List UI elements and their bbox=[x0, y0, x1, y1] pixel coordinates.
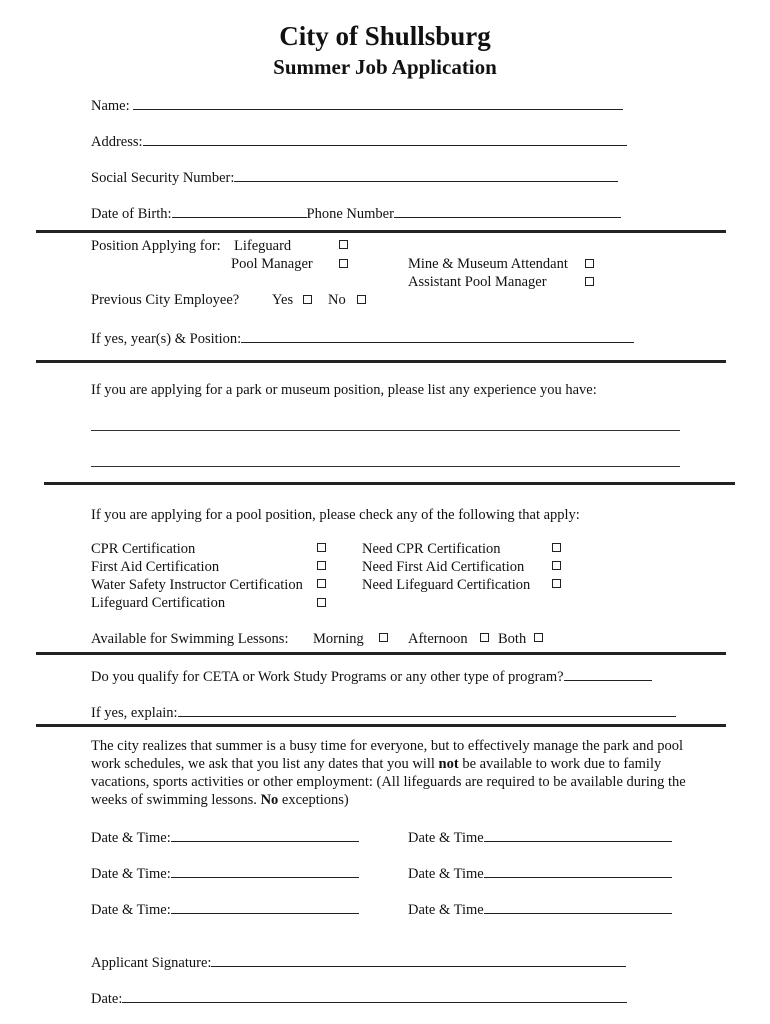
need-lifeguard-checkbox[interactable] bbox=[552, 579, 561, 588]
ceta-field[interactable] bbox=[564, 666, 652, 681]
ssn-label: Social Security Number: bbox=[91, 170, 235, 186]
address-label: Address: bbox=[91, 134, 143, 150]
dob-label: Date of Birth: bbox=[91, 206, 172, 222]
need-first-aid-label: Need First Aid Certification bbox=[362, 559, 525, 575]
date-time-field[interactable] bbox=[484, 827, 672, 842]
section-divider bbox=[36, 360, 726, 363]
date-time-right-2: Date & Time bbox=[408, 863, 672, 882]
previous-no-checkbox[interactable] bbox=[357, 295, 366, 304]
park-experience-line-2[interactable] bbox=[91, 466, 680, 467]
name-label: Name: bbox=[91, 98, 130, 114]
need-cpr-label: Need CPR Certification bbox=[362, 541, 501, 557]
date-time-left-3: Date & Time: bbox=[91, 899, 359, 918]
dob-row bbox=[91, 203, 621, 222]
signature-row bbox=[91, 952, 626, 971]
date-time-left-1: Date & Time: bbox=[91, 827, 359, 846]
date-label: Date: bbox=[91, 991, 123, 1007]
assistant-pool-manager-checkbox[interactable] bbox=[585, 277, 594, 286]
explain-row bbox=[91, 702, 676, 721]
pool-manager-label: Pool Manager bbox=[231, 256, 313, 272]
lifeguard-label: Lifeguard bbox=[234, 238, 292, 254]
afternoon-checkbox[interactable] bbox=[480, 633, 489, 642]
park-experience-line-1[interactable] bbox=[91, 430, 680, 431]
first-aid-checkbox[interactable] bbox=[317, 561, 326, 570]
page-title: City of Shullsburg bbox=[279, 21, 491, 51]
date-row bbox=[91, 988, 627, 1007]
address-field[interactable] bbox=[143, 131, 627, 146]
need-cpr-checkbox[interactable] bbox=[552, 543, 561, 552]
previous-yes-label: Yes bbox=[272, 292, 294, 308]
phone-field[interactable] bbox=[394, 203, 621, 218]
previous-employee-label: Previous City Employee? bbox=[91, 292, 240, 308]
swim-lessons-label: Available for Swimming Lessons: bbox=[91, 631, 289, 647]
morning-label: Morning bbox=[313, 631, 364, 647]
previous-position-field[interactable] bbox=[241, 328, 634, 343]
date-time-field[interactable] bbox=[171, 827, 359, 842]
both-label: Both bbox=[498, 631, 527, 647]
pool-question: If you are applying for a pool position, please check any of the following that apply: bbox=[91, 507, 580, 523]
phone-label: Phone Number bbox=[306, 206, 394, 222]
section-divider bbox=[36, 230, 726, 233]
schedule-paragraph: The city realizes that summer is a busy time for everyone, but to effectively manage the park and pool work schedules, we ask that you list any dates that you will not be available to work due to family vacations, sports activities or other employment: (All lifeguards are required to be available during the weeks of swimming lessons. No exceptions) bbox=[91, 738, 686, 808]
ssn-row bbox=[91, 167, 618, 186]
lifeguard-cert-checkbox[interactable] bbox=[317, 598, 326, 607]
need-lifeguard-label: Need Lifeguard Certification bbox=[362, 577, 531, 593]
section-divider bbox=[44, 482, 735, 485]
cpr-checkbox[interactable] bbox=[317, 543, 326, 552]
mine-museum-checkbox[interactable] bbox=[585, 259, 594, 268]
wsi-label: Water Safety Instructor Certification bbox=[91, 577, 303, 593]
morning-checkbox[interactable] bbox=[379, 633, 388, 642]
cpr-label: CPR Certification bbox=[91, 541, 196, 557]
wsi-checkbox[interactable] bbox=[317, 579, 326, 588]
date-time-right-3: Date & Time bbox=[408, 899, 672, 918]
both-checkbox[interactable] bbox=[534, 633, 543, 642]
date-time-field[interactable] bbox=[484, 899, 672, 914]
date-time-right-1: Date & Time bbox=[408, 827, 672, 846]
position-label: Position Applying for: bbox=[91, 238, 221, 254]
explain-field[interactable] bbox=[178, 702, 676, 717]
mine-museum-label: Mine & Museum Attendant bbox=[408, 256, 568, 272]
park-question: If you are applying for a park or museum position, please list any experience you have: bbox=[91, 382, 597, 398]
assistant-pool-manager-label: Assistant Pool Manager bbox=[408, 274, 547, 290]
signature-field[interactable] bbox=[211, 952, 626, 967]
previous-yes-checkbox[interactable] bbox=[303, 295, 312, 304]
lifeguard-checkbox[interactable] bbox=[339, 240, 348, 249]
signature-label: Applicant Signature: bbox=[91, 955, 212, 971]
date-time-field[interactable] bbox=[484, 863, 672, 878]
section-divider bbox=[36, 652, 726, 655]
pool-manager-checkbox[interactable] bbox=[339, 259, 348, 268]
address-row bbox=[91, 131, 627, 150]
explain-label: If yes, explain: bbox=[91, 705, 178, 721]
page-subtitle: Summer Job Application bbox=[273, 55, 497, 79]
dob-field[interactable] bbox=[172, 203, 307, 218]
date-time-field[interactable] bbox=[171, 899, 359, 914]
date-field[interactable] bbox=[122, 988, 627, 1003]
previous-position-row bbox=[91, 328, 634, 347]
first-aid-label: First Aid Certification bbox=[91, 559, 220, 575]
previous-position-label: If yes, year(s) & Position: bbox=[91, 331, 242, 347]
ssn-field[interactable] bbox=[234, 167, 618, 182]
name-row bbox=[91, 95, 623, 114]
previous-no-label: No bbox=[328, 292, 346, 308]
ceta-question: Do you qualify for CETA or Work Study Programs or any other type of program? bbox=[91, 669, 564, 685]
date-time-left-2: Date & Time: bbox=[91, 863, 359, 882]
ceta-row bbox=[91, 666, 652, 685]
need-first-aid-checkbox[interactable] bbox=[552, 561, 561, 570]
date-time-field[interactable] bbox=[171, 863, 359, 878]
afternoon-label: Afternoon bbox=[408, 631, 468, 647]
lifeguard-cert-label: Lifeguard Certification bbox=[91, 595, 226, 611]
section-divider bbox=[36, 724, 726, 727]
name-field[interactable] bbox=[133, 95, 623, 110]
